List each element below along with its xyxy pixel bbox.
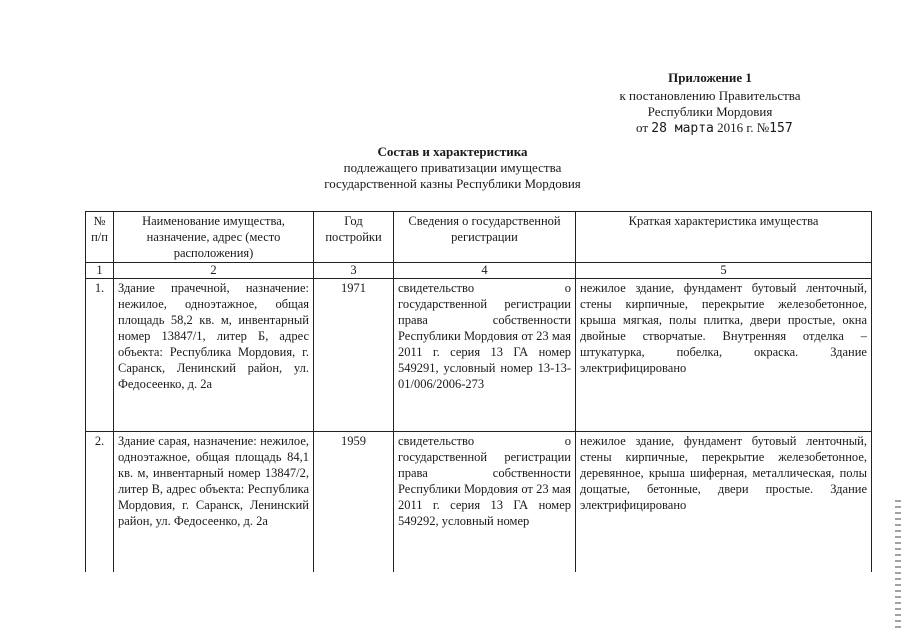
property-name: Здание прачечной, назначение: нежилое, одноэтажное, общая площадь 58,2 кв. м, инвентарный номер 13847/1, литер Б, адрес объекта: Республика Мордовия, г. Саранск, Ленинский район, ул. Федосеенко, д. 2а — [114, 279, 314, 432]
construction-year: 1971 — [314, 279, 394, 432]
property-table — [85, 211, 872, 572]
property-description: нежилое здание, фундамент бутовый ленточный, стены кирпичные, перекрытие железобетонное, деревянное, крыша шиферная, металлическая, полы дощатые, бетонные, двери простые. Здание электрифицировано — [576, 432, 872, 573]
document-heading — [0, 144, 905, 192]
property-name: Здание сарая, назначение: нежилое, одноэтажное, общая площадь 84,1 кв. м, инвентарный номер 13847/2, литер В, адрес объекта: Республика Мордовия, г. Саранск, Ленинский район, ул. Федосеенко, д. 2а — [114, 432, 314, 573]
column-number: 4 — [394, 263, 576, 279]
row-number: 2. — [86, 432, 114, 573]
header-year: Год постройки — [314, 212, 394, 263]
registration-info: свидетельство о государственной регистрации права собственности Республики Мордовия от 23 мая 2011 г. серия 13 ГА номер 549292, условный номер — [394, 432, 576, 573]
table-row — [86, 432, 872, 573]
header-registration: Сведения о государственной регистрации — [394, 212, 576, 263]
column-number: 3 — [314, 263, 394, 279]
appendix-block — [560, 70, 860, 137]
date-prefix: от — [636, 120, 649, 135]
scan-edge-marks — [895, 500, 901, 630]
header-name: Наименование имущества, назначение, адрес (место расположения) — [114, 212, 314, 263]
appendix-date-line — [560, 120, 860, 137]
row-number: 1. — [86, 279, 114, 432]
column-number: 2 — [114, 263, 314, 279]
appendix-line-republic: Республики Мордовия — [647, 104, 773, 119]
column-number: 1 — [86, 263, 114, 279]
header-number: № п/п — [86, 212, 114, 263]
construction-year: 1959 — [314, 432, 394, 573]
table-row — [86, 279, 872, 432]
appendix-line-decree: к постановлению Правительства — [619, 88, 801, 103]
appendix-title: Приложение 1 — [668, 70, 752, 85]
table-header-row — [86, 212, 872, 263]
document-subtitle-1: подлежащего приватизации имущества — [343, 160, 562, 175]
column-number: 5 — [576, 263, 872, 279]
handwritten-date: 28 марта — [651, 121, 714, 136]
date-year: 2016 г. № — [717, 120, 770, 135]
document-subtitle-2: государственной казны Республики Мордовия — [324, 176, 581, 191]
header-description: Краткая характеристика имущества — [576, 212, 872, 263]
column-number-row — [86, 263, 872, 279]
property-description: нежилое здание, фундамент бутовый ленточный, стены кирпичные, перекрытие железобетонное, крыша мягкая, полы плитка, двери простые, окна двойные створчатые. Внутренняя отделка – штукатурка, побелка, окраска. Здание электрифицировано — [576, 279, 872, 432]
handwritten-number: 157 — [769, 121, 793, 136]
document-title: Состав и характеристика — [377, 144, 528, 159]
registration-info: свидетельство о государственной регистрации права собственности Республики Мордовия от 23 мая 2011 г. серия 13 ГА номер 549291, условный номер 13-13-01/006/2006-273 — [394, 279, 576, 432]
